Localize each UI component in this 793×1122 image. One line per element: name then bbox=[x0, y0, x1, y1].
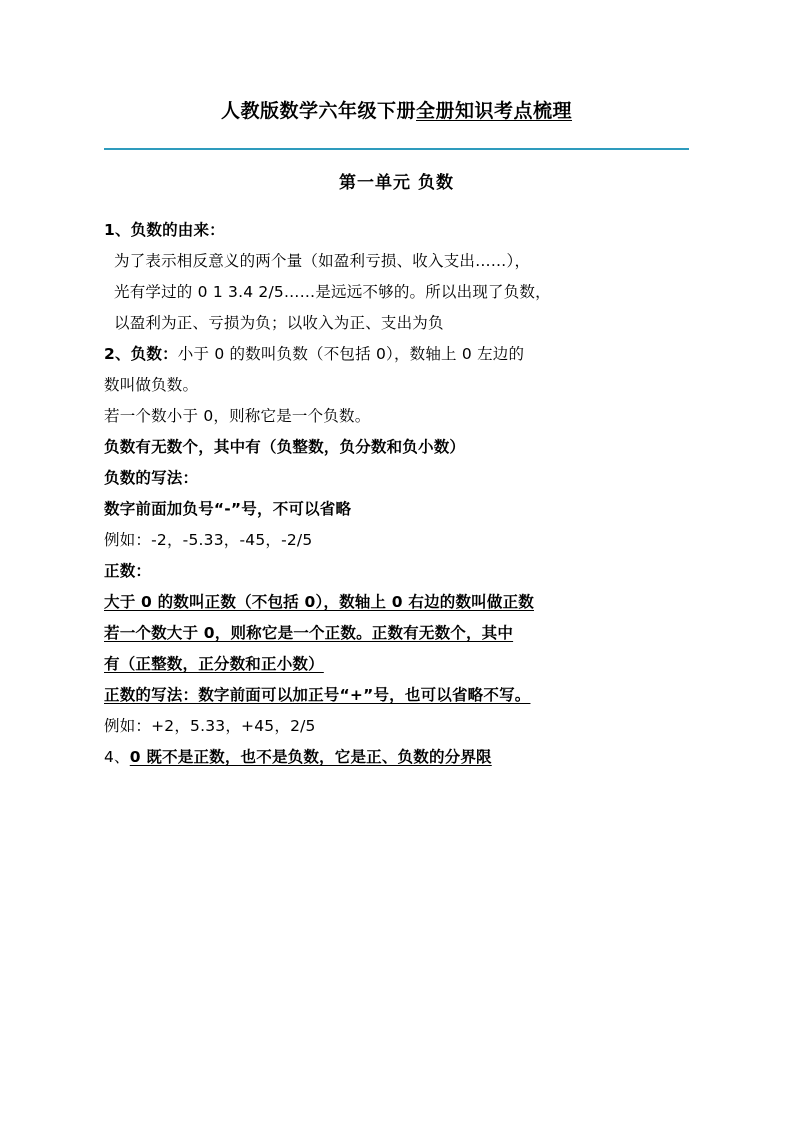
page-title-plain: 人教版数学六年级下册 bbox=[220, 100, 416, 122]
paragraph-negative-writing-rule: 数字前面加负号“-”号，不可以省略 bbox=[104, 500, 352, 519]
paragraph-negative-origin-heading: 1、负数的由来： bbox=[104, 221, 225, 240]
positive-definition-line2-text: 若一个数大于 0，则称它是一个正数。正数有无数个，其中 bbox=[104, 624, 514, 643]
unit-title: 第一单元 负数 bbox=[339, 173, 454, 194]
negative-definition-text: 小于 0 的数叫负数（不包括 0），数轴上 0 左边的 bbox=[177, 345, 525, 364]
positive-writing-rule-text: 正数的写法：数字前面可以加正号“+”号，也可以省略不写。 bbox=[104, 686, 531, 705]
paragraph-negative-origin-line2: 光有学过的 0 1 3.4 2/5……是远远不够的。所以出现了负数， bbox=[114, 283, 551, 302]
zero-boundary-number: 4、 bbox=[104, 748, 130, 767]
paragraph-negative-writing-heading: 负数的写法： bbox=[104, 469, 199, 488]
paragraph-negative-origin-line1: 为了表示相反意义的两个量（如盈利亏损、收入支出……）， bbox=[114, 252, 531, 271]
paragraph-positive-heading: 正数： bbox=[104, 562, 152, 581]
page-title-underlined: 全册知识考点梳理 bbox=[416, 100, 573, 122]
paragraph-negative-examples: 例如：-2，-5.33，-45，-2/5 bbox=[104, 531, 313, 550]
positive-definition-line1-text: 大于 0 的数叫正数（不包括 0），数轴上 0 右边的数叫做正数 bbox=[104, 593, 534, 612]
paragraph-positive-definition-line3 bbox=[104, 649, 689, 680]
negative-definition-label: 2、负数： bbox=[104, 345, 178, 364]
title-divider bbox=[104, 148, 689, 150]
paragraph-positive-definition-line2 bbox=[104, 618, 689, 649]
paragraph-positive-writing-rule bbox=[104, 680, 689, 711]
paragraph-negative-count: 负数有无数个，其中有（负整数，负分数和负小数） bbox=[104, 438, 466, 457]
paragraph-negative-origin-line3: 以盈利为正、亏损为负；以收入为正、支出为负 bbox=[114, 314, 444, 333]
paragraph-positive-examples: 例如：+2，5.33，+45，2/5 bbox=[104, 717, 316, 736]
positive-definition-line3-text: 有（正整数，正分数和正小数） bbox=[104, 655, 324, 674]
page-title bbox=[104, 96, 689, 126]
paragraph-positive-definition-line1 bbox=[104, 587, 689, 618]
paragraph-negative-definition-line3: 若一个数小于 0，则称它是一个负数。 bbox=[104, 407, 371, 426]
paragraph-negative-definition-line2: 数叫做负数。 bbox=[104, 376, 199, 395]
paragraph-zero-boundary bbox=[104, 742, 689, 773]
paragraph-negative-definition-line1 bbox=[104, 339, 689, 370]
zero-boundary-text: 0 既不是正数，也不是负数，它是正、负数的分界限 bbox=[129, 748, 492, 767]
